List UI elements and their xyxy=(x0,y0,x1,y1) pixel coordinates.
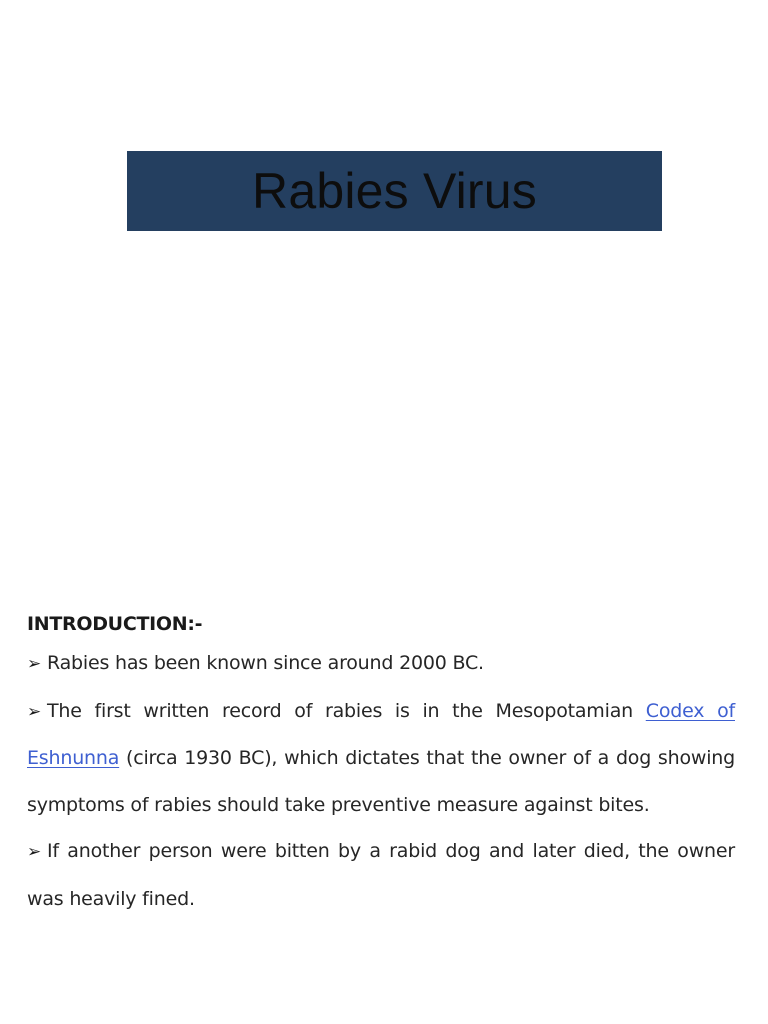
bullet-item-1 xyxy=(27,640,735,688)
arrow-bullet-icon: ➢ xyxy=(27,654,42,674)
bullet-item-3 xyxy=(27,828,735,922)
document-title: Rabies Virus xyxy=(252,163,537,219)
bullet-text: (circa 1930 BC), which dictates that the owner of a dog showing symptoms of rabies should take preventive measure against bites. xyxy=(27,747,735,816)
codex-of-eshnunna-link[interactable]: Codex of Eshnunna xyxy=(27,699,735,769)
arrow-bullet-icon: ➢ xyxy=(27,842,42,862)
bullet-text: Rabies has been known since around 2000 BC. xyxy=(47,652,484,674)
section-heading: INTRODUCTION:- xyxy=(27,613,203,635)
bullet-item-2 xyxy=(27,688,735,829)
arrow-bullet-icon: ➢ xyxy=(27,701,42,722)
title-banner xyxy=(127,151,662,231)
bullet-text: The first written record of rabies is in the Mesopotamian xyxy=(47,699,646,722)
document-body xyxy=(27,608,735,922)
bullet-text: If another person were bitten by a rabid dog and later died, the owner was heavily fined. xyxy=(27,840,735,910)
